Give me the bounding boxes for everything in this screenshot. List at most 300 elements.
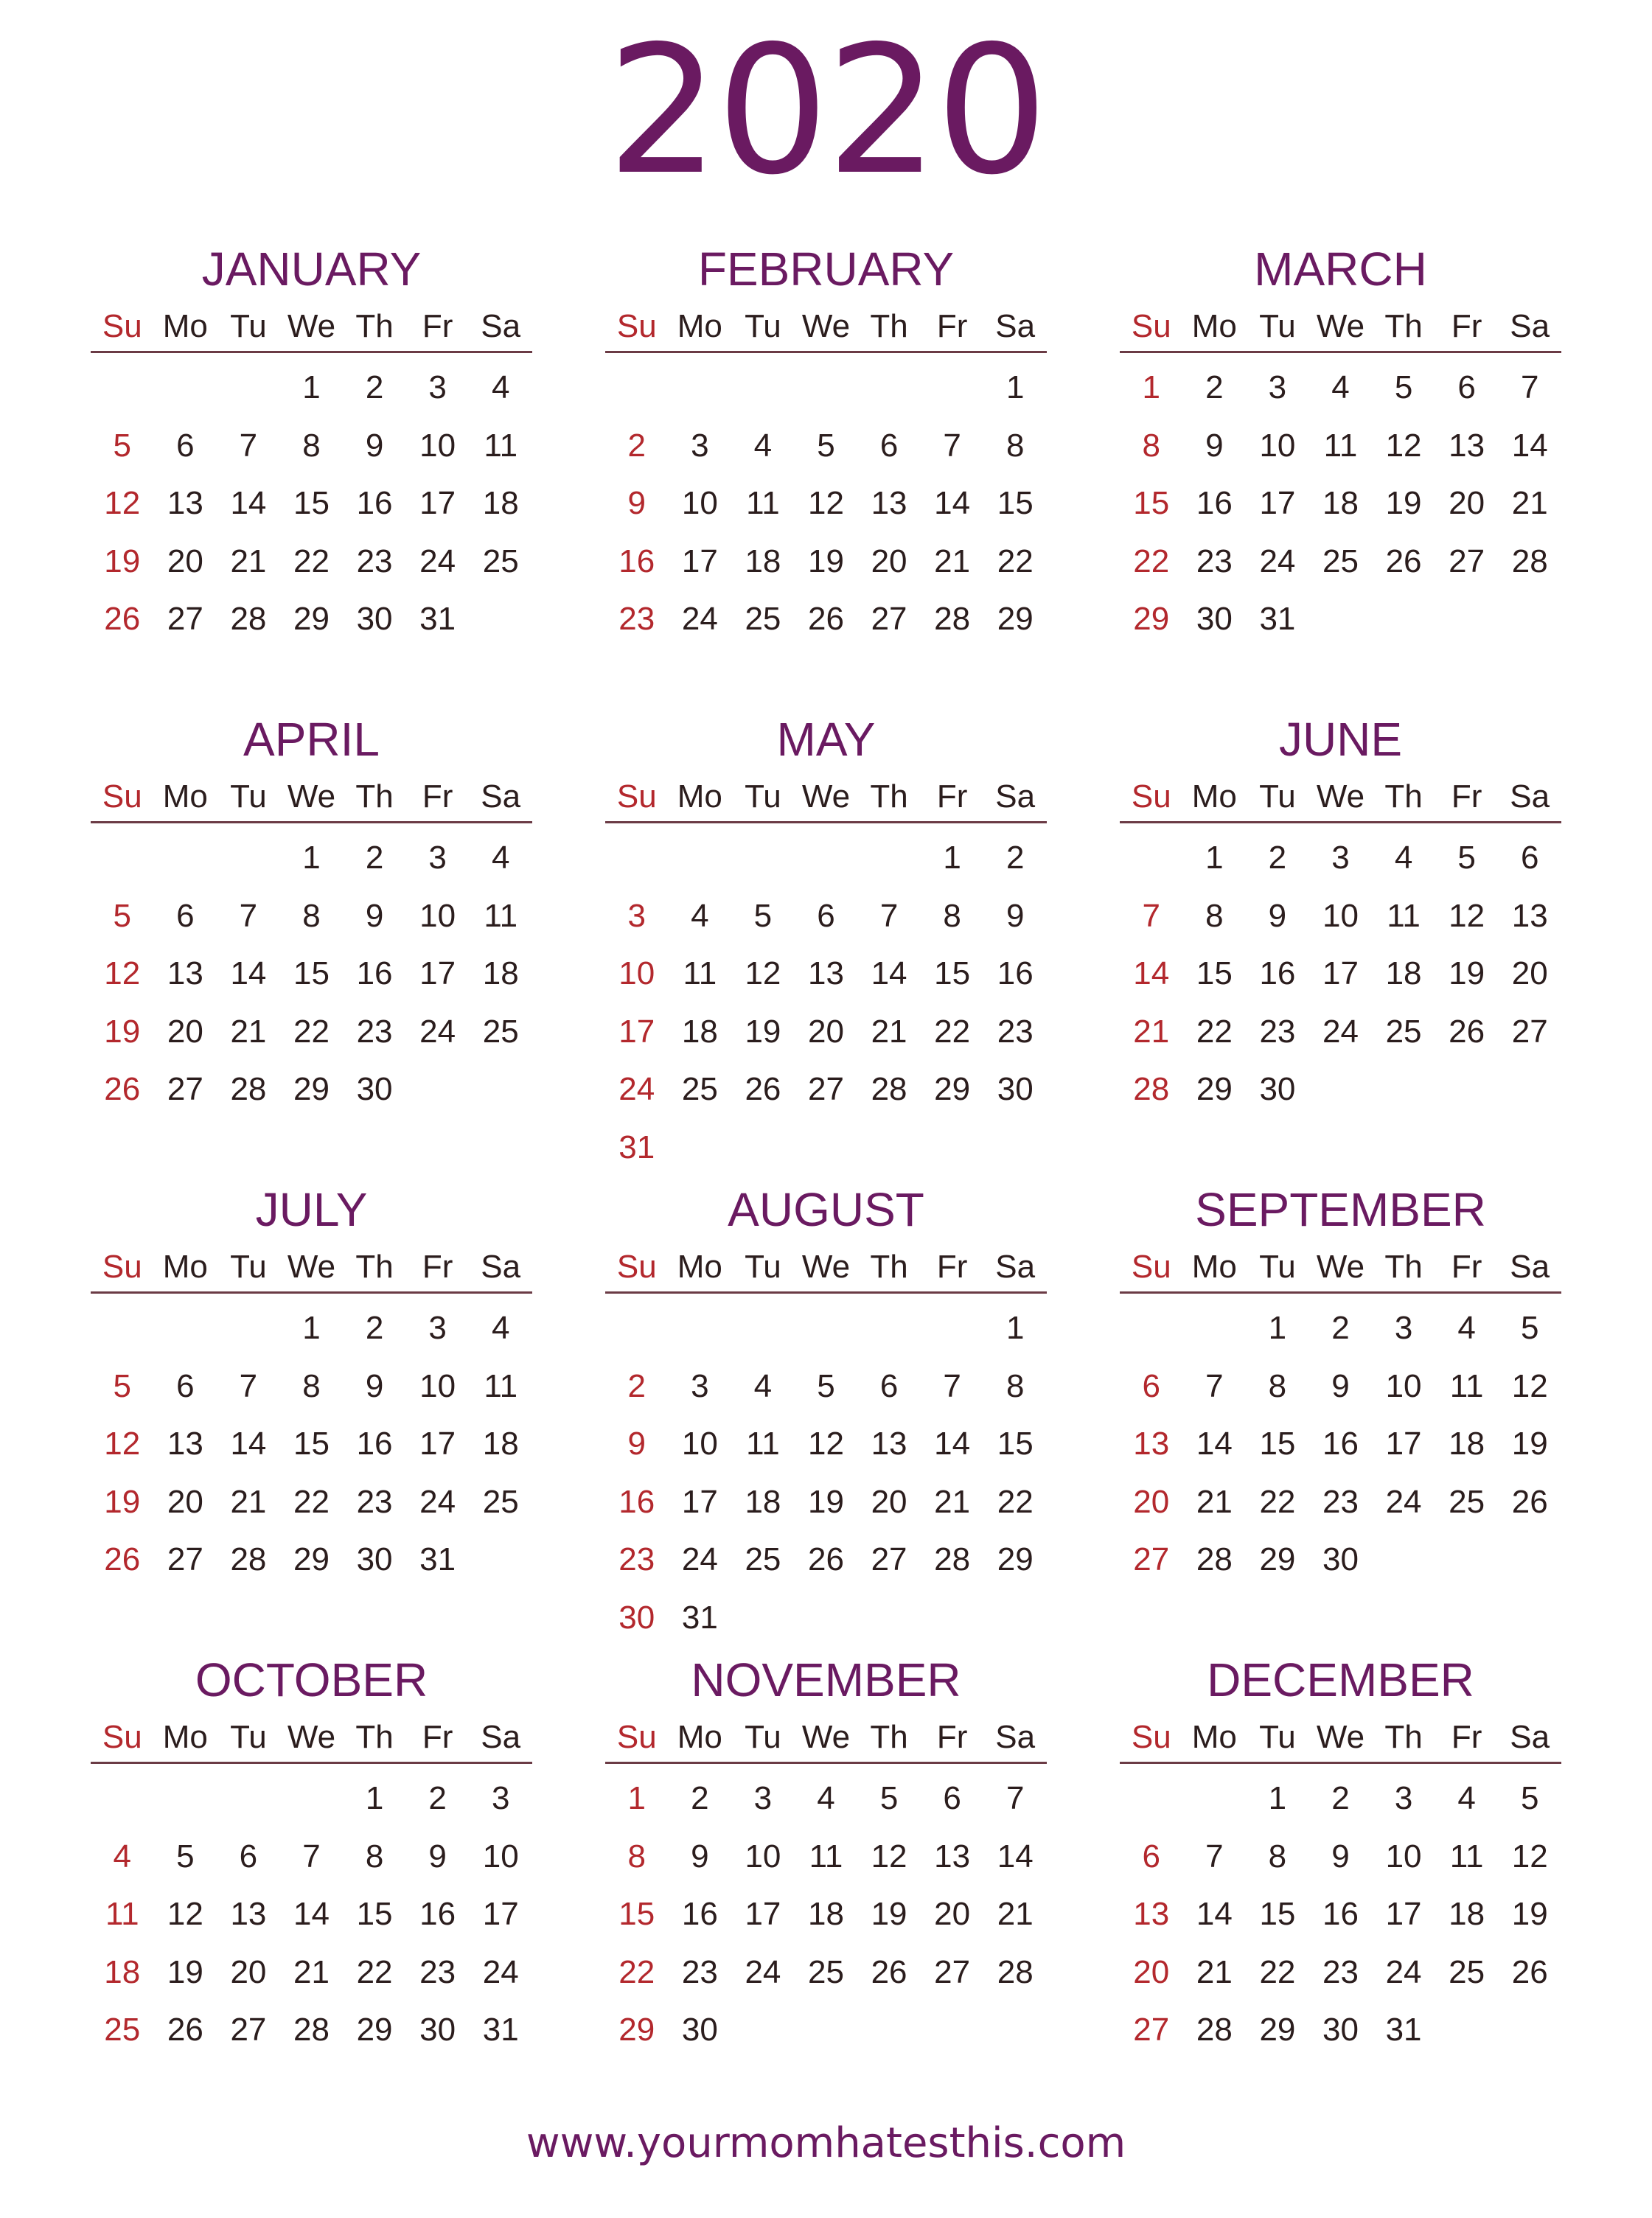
week-row	[1120, 1415, 1561, 1474]
day-cell: 28	[1196, 2012, 1233, 2048]
day-cell: 27	[871, 1541, 907, 1577]
week-row	[605, 1770, 1047, 1828]
weeks	[605, 1294, 1047, 1647]
day-cell: 18	[745, 543, 781, 579]
day-cell: 24	[1259, 543, 1296, 579]
day-cell: 7	[239, 1367, 258, 1404]
day-cell	[217, 1300, 280, 1358]
day-cell: 13	[1511, 897, 1548, 934]
week-row	[605, 1474, 1047, 1532]
day-cell	[857, 359, 921, 417]
day-cell: 27	[934, 1953, 971, 1990]
day-cell: 6	[1520, 840, 1539, 876]
month-name: FEBRUARY	[697, 243, 955, 296]
weekday-label: Th	[870, 1249, 908, 1285]
week-row	[91, 2001, 532, 2060]
day-cell: 13	[167, 955, 203, 991]
day-cell	[795, 1119, 858, 1177]
day-cell: 18	[482, 1426, 519, 1462]
day-cell: 25	[1385, 1013, 1422, 1050]
day-cell: 28	[997, 1953, 1034, 1990]
day-cell: 23	[1259, 1013, 1296, 1050]
day-cell	[1120, 829, 1183, 887]
day-cell: 12	[808, 1426, 844, 1462]
weekday-header	[91, 1243, 532, 1294]
day-cell: 9	[365, 427, 384, 464]
week-row	[1120, 1061, 1561, 1119]
day-cell	[605, 1300, 669, 1358]
week-row	[91, 1944, 532, 2002]
weeks	[91, 353, 532, 649]
day-cell: 11	[746, 485, 780, 521]
day-cell: 26	[1511, 1483, 1548, 1520]
day-cell: 26	[808, 601, 844, 637]
day-cell: 23	[356, 1013, 393, 1050]
day-cell: 30	[618, 1599, 655, 1636]
day-cell: 16	[356, 485, 393, 521]
day-cell: 26	[1449, 1013, 1485, 1050]
day-cell: 25	[681, 1071, 718, 1107]
week-row	[1120, 1300, 1561, 1358]
day-cell: 23	[618, 1541, 655, 1577]
month-november	[605, 1647, 1047, 2117]
weeks	[1120, 353, 1561, 649]
day-cell: 19	[1385, 485, 1422, 521]
day-cell	[857, 1300, 921, 1358]
weekday-label: Th	[355, 1719, 394, 1755]
day-cell: 9	[1331, 1367, 1350, 1404]
weekday-label: Sa	[1510, 1249, 1550, 1285]
day-cell	[1498, 590, 1561, 649]
weekday-label: Su	[1131, 778, 1171, 815]
day-cell: 1	[1268, 1310, 1287, 1346]
month-name: AUGUST	[728, 1183, 924, 1236]
weekday-header	[1120, 302, 1561, 353]
weekday-label: We	[287, 1719, 336, 1755]
day-cell: 27	[1133, 1541, 1170, 1577]
day-cell	[1183, 1770, 1247, 1828]
week-row	[605, 2001, 1047, 2060]
week-row	[91, 1531, 532, 1589]
week-row	[1120, 829, 1561, 887]
weekday-label: Su	[616, 308, 657, 344]
day-cell: 6	[1142, 1367, 1161, 1404]
day-cell	[217, 829, 280, 887]
month-february	[605, 236, 1047, 706]
week-row	[1120, 359, 1561, 417]
day-cell: 25	[745, 601, 781, 637]
week-row	[1120, 945, 1561, 1003]
day-cell: 12	[871, 1838, 907, 1875]
day-cell: 12	[1385, 427, 1422, 464]
day-cell: 25	[482, 543, 519, 579]
week-row	[1120, 1828, 1561, 1886]
weeks	[1120, 1294, 1561, 1589]
day-cell	[1372, 1531, 1435, 1589]
day-cell	[91, 829, 154, 887]
day-cell	[1435, 590, 1499, 649]
day-cell	[1372, 590, 1435, 649]
day-cell: 4	[1457, 1310, 1476, 1346]
day-cell	[91, 1300, 154, 1358]
day-cell: 5	[879, 1780, 899, 1816]
day-cell: 16	[419, 1896, 456, 1932]
day-cell: 4	[491, 1310, 510, 1346]
month-name: MAY	[776, 713, 876, 766]
day-cell: 25	[1322, 543, 1359, 579]
day-cell: 6	[879, 427, 899, 464]
weekday-label: Sa	[995, 1719, 1036, 1755]
day-cell: 27	[230, 2012, 267, 2048]
day-cell: 3	[691, 427, 709, 464]
day-cell	[1435, 1061, 1499, 1119]
day-cell: 2	[627, 1367, 646, 1404]
day-cell: 29	[1133, 601, 1170, 637]
day-cell	[857, 1119, 921, 1177]
weekday-label: Th	[1384, 308, 1423, 344]
weekday-label: Tu	[745, 778, 781, 815]
day-cell: 8	[1268, 1367, 1287, 1404]
weekday-label: Mo	[677, 1249, 722, 1285]
day-cell: 16	[618, 1483, 655, 1520]
day-cell	[1498, 1061, 1561, 1119]
day-cell	[731, 1300, 795, 1358]
weekday-header	[605, 1243, 1047, 1294]
day-cell: 15	[293, 1426, 330, 1462]
day-cell: 19	[104, 1013, 141, 1050]
day-cell: 6	[943, 1780, 961, 1816]
day-cell: 12	[1449, 897, 1485, 934]
day-cell	[731, 1589, 795, 1647]
day-cell: 8	[627, 1838, 646, 1875]
day-cell: 16	[681, 1896, 718, 1932]
day-cell: 13	[1133, 1426, 1170, 1462]
day-cell: 17	[618, 1013, 655, 1050]
week-row	[605, 1119, 1047, 1177]
day-cell	[795, 829, 858, 887]
month-march	[1120, 236, 1561, 706]
day-cell: 1	[1142, 369, 1161, 405]
day-cell	[795, 1589, 858, 1647]
day-cell: 25	[1449, 1953, 1485, 1990]
month-name: APRIL	[243, 713, 380, 766]
weekday-label: Fr	[422, 1249, 453, 1285]
day-cell: 21	[1511, 485, 1548, 521]
day-cell: 1	[302, 1310, 321, 1346]
day-cell: 2	[365, 369, 384, 405]
weeks	[605, 1764, 1047, 2060]
weekday-label: Fr	[936, 778, 968, 815]
day-cell: 28	[1133, 1071, 1170, 1107]
day-cell	[1120, 1300, 1183, 1358]
day-cell: 16	[1322, 1426, 1359, 1462]
day-cell: 13	[871, 485, 907, 521]
day-cell: 29	[293, 1071, 330, 1107]
week-row	[91, 1415, 532, 1474]
weekday-label: Su	[616, 1719, 657, 1755]
day-cell: 24	[482, 1953, 519, 1990]
day-cell: 7	[1205, 1838, 1224, 1875]
day-cell: 21	[997, 1896, 1034, 1932]
weekday-label: Tu	[1259, 308, 1296, 344]
day-cell: 8	[302, 427, 321, 464]
day-cell: 20	[1133, 1953, 1170, 1990]
day-cell: 19	[1511, 1896, 1548, 1932]
day-cell: 3	[1268, 369, 1287, 405]
day-cell: 23	[356, 543, 393, 579]
day-cell: 24	[419, 1483, 456, 1520]
day-cell: 14	[934, 1426, 971, 1462]
weekday-label: Fr	[936, 1719, 968, 1755]
website-url[interactable]: www.yourmomhatesthis.com	[526, 2119, 1126, 2167]
week-row	[605, 1944, 1047, 2002]
day-cell	[154, 359, 217, 417]
day-cell: 3	[1394, 1310, 1413, 1346]
day-cell: 14	[230, 1426, 267, 1462]
day-cell	[795, 2001, 858, 2060]
day-cell: 12	[104, 1426, 141, 1462]
day-cell: 2	[365, 1310, 384, 1346]
day-cell: 16	[356, 1426, 393, 1462]
day-cell: 5	[817, 427, 835, 464]
day-cell	[731, 829, 795, 887]
day-cell	[217, 1770, 280, 1828]
day-cell: 3	[491, 1780, 510, 1816]
day-cell: 14	[997, 1838, 1034, 1875]
day-cell: 17	[1385, 1426, 1422, 1462]
day-cell: 9	[1331, 1838, 1350, 1875]
day-cell: 29	[356, 2012, 393, 2048]
day-cell: 9	[627, 1426, 646, 1462]
day-cell: 18	[482, 485, 519, 521]
weekday-label: Sa	[481, 1719, 521, 1755]
weekday-header	[91, 1713, 532, 1764]
day-cell: 23	[618, 601, 655, 637]
day-cell: 15	[1259, 1426, 1296, 1462]
day-cell: 24	[681, 601, 718, 637]
day-cell: 31	[1385, 2012, 1422, 2048]
week-row	[605, 1415, 1047, 1474]
day-cell: 5	[176, 1838, 195, 1875]
month-january	[91, 236, 532, 706]
day-cell: 24	[1322, 1013, 1359, 1050]
day-cell: 2	[365, 840, 384, 876]
day-cell: 13	[1449, 427, 1485, 464]
day-cell	[406, 1061, 470, 1119]
day-cell: 14	[1511, 427, 1548, 464]
week-row	[91, 475, 532, 533]
day-cell: 19	[104, 543, 141, 579]
weekday-label: We	[287, 778, 336, 815]
day-cell: 7	[1205, 1367, 1224, 1404]
day-cell: 27	[167, 1541, 203, 1577]
day-cell: 30	[356, 601, 393, 637]
day-cell: 11	[1387, 897, 1421, 934]
weekday-label: Fr	[422, 1719, 453, 1755]
week-row	[1120, 1886, 1561, 1944]
day-cell: 4	[691, 897, 709, 934]
weekday-label: We	[1316, 1249, 1365, 1285]
day-cell: 14	[871, 955, 907, 991]
weeks	[91, 1294, 532, 1589]
day-cell: 9	[1006, 897, 1025, 934]
day-cell: 20	[871, 1483, 907, 1520]
day-cell	[669, 829, 732, 887]
weekday-label: Tu	[745, 1249, 781, 1285]
day-cell: 10	[681, 1426, 718, 1462]
day-cell: 10	[1385, 1367, 1422, 1404]
day-cell: 28	[230, 1541, 267, 1577]
day-cell: 28	[230, 1071, 267, 1107]
day-cell: 2	[691, 1780, 709, 1816]
day-cell: 11	[105, 1896, 139, 1932]
months-grid	[0, 236, 1652, 2117]
month-september	[1120, 1176, 1561, 1647]
day-cell: 27	[1511, 1013, 1548, 1050]
day-cell	[154, 1300, 217, 1358]
day-cell: 10	[482, 1838, 519, 1875]
month-name: DECEMBER	[1207, 1653, 1474, 1706]
month-name: OCTOBER	[195, 1653, 428, 1706]
day-cell: 26	[104, 601, 141, 637]
day-cell: 4	[491, 369, 510, 405]
weekday-label: Mo	[677, 1719, 722, 1755]
weekday-label: Sa	[1510, 308, 1550, 344]
day-cell: 6	[239, 1838, 258, 1875]
day-cell	[669, 1300, 732, 1358]
day-cell: 11	[484, 1367, 518, 1404]
day-cell: 11	[1323, 427, 1358, 464]
weekday-label: Sa	[481, 308, 521, 344]
day-cell: 29	[1259, 2012, 1296, 2048]
day-cell: 31	[681, 1599, 718, 1636]
week-row	[605, 1061, 1047, 1119]
day-cell: 18	[104, 1953, 141, 1990]
day-cell: 22	[934, 1013, 971, 1050]
weekday-label: Tu	[230, 308, 267, 344]
day-cell: 2	[1331, 1310, 1350, 1346]
day-cell: 5	[113, 1367, 132, 1404]
weekday-label: Th	[870, 308, 908, 344]
day-cell: 6	[176, 1367, 195, 1404]
day-cell: 19	[808, 543, 844, 579]
weekday-label: Sa	[995, 1249, 1036, 1285]
day-cell: 3	[428, 840, 447, 876]
day-cell: 27	[871, 601, 907, 637]
day-cell: 1	[943, 840, 961, 876]
day-cell: 10	[618, 955, 655, 991]
month-name: JUNE	[1278, 713, 1403, 766]
weekday-label: Su	[616, 1249, 657, 1285]
day-cell: 15	[293, 485, 330, 521]
day-cell: 4	[753, 427, 773, 464]
weekday-label: Tu	[745, 308, 781, 344]
day-cell: 26	[167, 2012, 203, 2048]
day-cell: 3	[1331, 840, 1350, 876]
weekday-label: Th	[1384, 1719, 1423, 1755]
weekday-header	[605, 1713, 1047, 1764]
day-cell: 17	[419, 1426, 456, 1462]
day-cell: 12	[104, 485, 141, 521]
day-cell: 22	[618, 1953, 655, 1990]
week-row	[91, 1828, 532, 1886]
day-cell: 6	[176, 427, 195, 464]
day-cell	[469, 590, 532, 649]
day-cell: 2	[627, 427, 646, 464]
week-row	[91, 1003, 532, 1061]
day-cell	[1435, 2001, 1499, 2060]
day-cell	[1372, 1061, 1435, 1119]
day-cell	[795, 1300, 858, 1358]
day-cell: 17	[745, 1896, 781, 1932]
week-row	[605, 829, 1047, 887]
weekday-label: Tu	[1259, 1249, 1296, 1285]
day-cell: 9	[1268, 897, 1287, 934]
day-cell: 24	[618, 1071, 655, 1107]
weeks	[605, 823, 1047, 1176]
day-cell: 28	[934, 601, 971, 637]
day-cell: 20	[871, 543, 907, 579]
day-cell: 17	[1322, 955, 1359, 991]
day-cell	[795, 359, 858, 417]
weekday-label: Fr	[936, 308, 968, 344]
day-cell: 9	[365, 1367, 384, 1404]
day-cell: 18	[1322, 485, 1359, 521]
day-cell: 30	[356, 1541, 393, 1577]
day-cell: 11	[1449, 1838, 1484, 1875]
week-row	[91, 1061, 532, 1119]
weeks	[91, 1764, 532, 2060]
day-cell: 20	[1133, 1483, 1170, 1520]
day-cell: 17	[482, 1896, 519, 1932]
day-cell: 3	[691, 1367, 709, 1404]
weekday-header	[91, 773, 532, 823]
day-cell: 14	[1133, 955, 1170, 991]
day-cell	[280, 1770, 344, 1828]
day-cell: 8	[1268, 1838, 1287, 1875]
day-cell: 29	[293, 1541, 330, 1577]
day-cell: 19	[1449, 955, 1485, 991]
day-cell: 4	[1457, 1780, 1476, 1816]
day-cell: 5	[1520, 1780, 1539, 1816]
day-cell: 13	[167, 485, 203, 521]
day-cell: 15	[997, 485, 1034, 521]
day-cell: 30	[419, 2012, 456, 2048]
weekday-label: Mo	[1191, 1249, 1237, 1285]
weekday-label: Mo	[1191, 1719, 1237, 1755]
day-cell: 11	[1449, 1367, 1484, 1404]
weekday-label: Mo	[162, 778, 208, 815]
weekday-label: Fr	[1451, 308, 1482, 344]
weeks	[605, 353, 1047, 649]
weekday-header	[91, 302, 532, 353]
day-cell: 17	[419, 485, 456, 521]
day-cell: 2	[1006, 840, 1025, 876]
weekday-label: Sa	[995, 778, 1036, 815]
day-cell	[91, 1770, 154, 1828]
day-cell: 14	[230, 955, 267, 991]
day-cell: 29	[618, 2012, 655, 2048]
week-row	[605, 1886, 1047, 1944]
day-cell: 28	[230, 601, 267, 637]
day-cell: 19	[104, 1483, 141, 1520]
day-cell: 21	[1133, 1013, 1170, 1050]
day-cell: 31	[419, 601, 456, 637]
week-row	[1120, 2001, 1561, 2060]
day-cell	[1498, 2001, 1561, 2060]
weekday-label: Th	[355, 778, 394, 815]
day-cell: 23	[997, 1013, 1034, 1050]
